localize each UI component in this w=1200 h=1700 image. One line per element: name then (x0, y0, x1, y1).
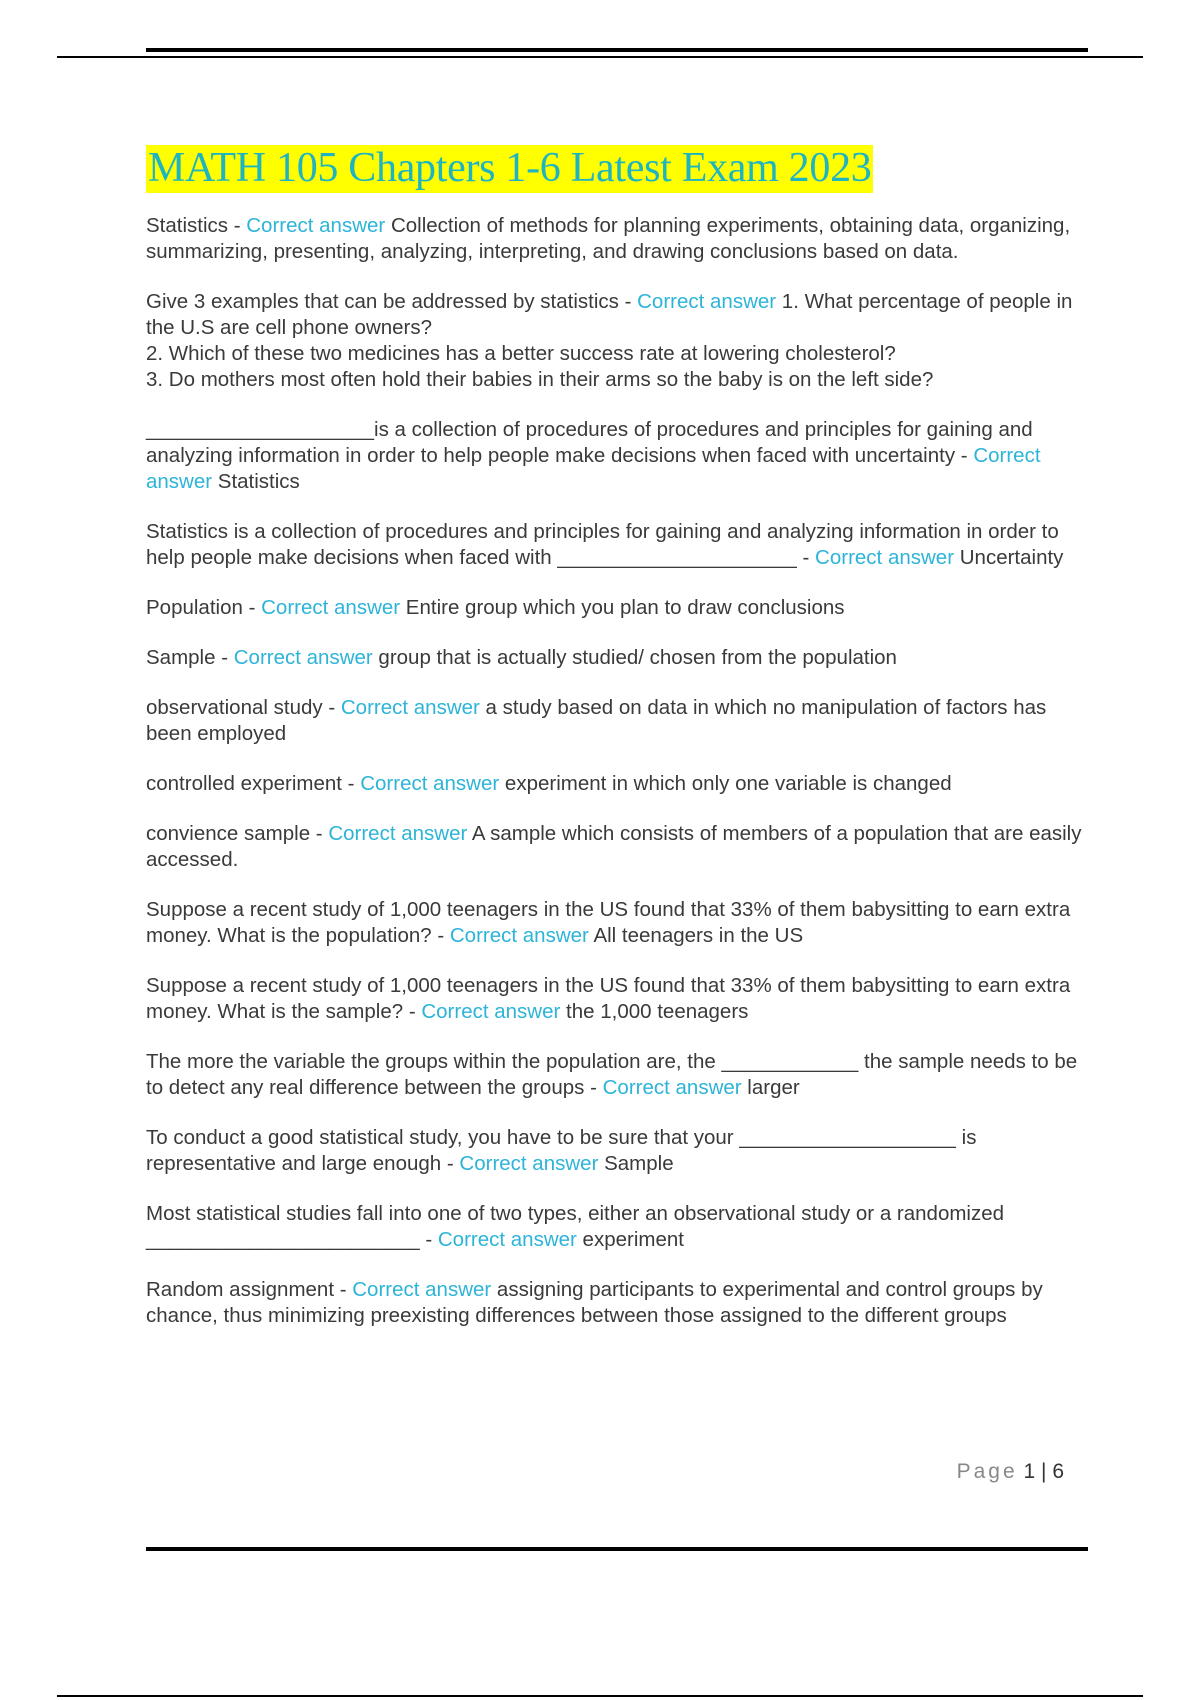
page-label: Page (956, 1460, 1018, 1483)
question-text: The more the variable the groups within the population are, the ____________ the sample needs to be to detect any real difference between the groups - (146, 1050, 1078, 1099)
answer-text: Uncertainty (954, 546, 1064, 569)
question-text: Population - (146, 596, 262, 619)
question-text: Give 3 examples that can be addressed by statistics - (146, 290, 638, 313)
answer-text: group that is actually studied/ chosen from the population (372, 646, 897, 669)
qa-item (146, 897, 1086, 949)
answer-text: larger (741, 1076, 800, 1099)
correct-answer-label: Correct answer (246, 214, 386, 237)
page-separator: | (1041, 1460, 1047, 1483)
question-text: Sample - (146, 646, 234, 669)
correct-answer-label: Correct answer (233, 646, 373, 669)
answer-text: experiment in which only one variable is changed (499, 772, 952, 795)
answer-text: Statistics (212, 470, 300, 493)
bottom-inner-rule (146, 1547, 1088, 1551)
qa-item (146, 519, 1086, 571)
qa-item (146, 289, 1086, 393)
title-block (146, 145, 1086, 193)
question-text: controlled experiment - (146, 772, 361, 795)
bottom-outer-rule (57, 1695, 1143, 1697)
qa-item (146, 1277, 1086, 1329)
answer-text: 1. What percentage of people in the U.S are cell phone owners? (146, 290, 1073, 339)
qa-item (146, 771, 1086, 797)
question-text: Most statistical studies fall into one of two types, either an observational study or a randomized ________________________ - (146, 1202, 1005, 1251)
qa-item (146, 821, 1086, 873)
answer-text: All teenagers in the US (588, 924, 804, 947)
correct-answer-label: Correct answer (421, 1000, 561, 1023)
qa-item (146, 1049, 1086, 1101)
page-number (957, 1460, 1064, 1484)
current-page: 1 (1023, 1460, 1036, 1483)
qa-item (146, 417, 1086, 495)
qa-item (146, 973, 1086, 1025)
correct-answer-label: Correct answer (328, 822, 468, 845)
correct-answer-label: Correct answer (340, 696, 480, 719)
correct-answer-label: Correct answer (637, 290, 777, 313)
answer-text-line: 3. Do mothers most often hold their babies in their arms so the baby is on the left side? (146, 368, 934, 391)
document-body (146, 145, 1086, 1353)
answer-text: experiment (576, 1228, 684, 1251)
answer-text: Collection of methods for planning experiments, obtaining data, organizing, summarizing, presenting, analyzing, interpreting, and drawing conclusions based on data. (146, 214, 1071, 263)
top-inner-rule (146, 48, 1088, 52)
correct-answer-label: Correct answer (437, 1228, 577, 1251)
answer-text: Entire group which you plan to draw conclusions (400, 596, 845, 619)
answer-text: a study based on data in which no manipulation of factors has been employed (146, 696, 1047, 745)
correct-answer-label: Correct answer (360, 772, 500, 795)
question-text: Statistics - (146, 214, 247, 237)
qa-item (146, 695, 1086, 747)
question-text: Random assignment - (146, 1278, 353, 1301)
question-text: Suppose a recent study of 1,000 teenagers in the US found that 33% of them babysitting to earn extra money. What is the sample? - (146, 974, 1071, 1023)
answer-text: assigning participants to experimental and control groups by chance, thus minimizing preexisting differences between those assigned to the different groups (146, 1278, 1043, 1327)
qa-item (146, 1201, 1086, 1253)
qa-item (146, 213, 1086, 265)
question-text: Statistics is a collection of procedures and principles for gaining and analyzing information in order to help people make decisions when faced with _____________________ - (146, 520, 1059, 569)
answer-text: A sample which consists of members of a population that are easily accessed. (146, 822, 1082, 871)
correct-answer-label: Correct answer (146, 444, 1041, 493)
question-text: observational study - (146, 696, 341, 719)
correct-answer-label: Correct answer (602, 1076, 742, 1099)
question-text: To conduct a good statistical study, you have to be sure that your ___________________ is representative and large enough - (146, 1126, 977, 1175)
question-text: convience sample - (146, 822, 329, 845)
total-pages: 6 (1052, 1460, 1064, 1483)
correct-answer-label: Correct answer (352, 1278, 492, 1301)
correct-answer-label: Correct answer (449, 924, 589, 947)
question-text: Suppose a recent study of 1,000 teenagers in the US found that 33% of them babysitting to earn extra money. What is the population? - (146, 898, 1071, 947)
question-text: ____________________is a collection of procedures of procedures and principles for gaining and analyzing information in order to help people make decisions when faced with uncertainty - (146, 418, 1033, 467)
qa-item (146, 1125, 1086, 1177)
correct-answer-label: Correct answer (261, 596, 401, 619)
document-title: MATH 105 Chapters 1-6 Latest Exam 2023 (148, 145, 872, 191)
qa-item (146, 645, 1086, 671)
answer-text: the 1,000 teenagers (560, 1000, 749, 1023)
top-outer-rule (57, 56, 1143, 58)
correct-answer-label: Correct answer (459, 1152, 599, 1175)
answer-text-line: 2. Which of these two medicines has a better success rate at lowering cholesterol? (146, 342, 896, 365)
correct-answer-label: Correct answer (815, 546, 955, 569)
qa-item (146, 595, 1086, 621)
answer-text: Sample (598, 1152, 674, 1175)
